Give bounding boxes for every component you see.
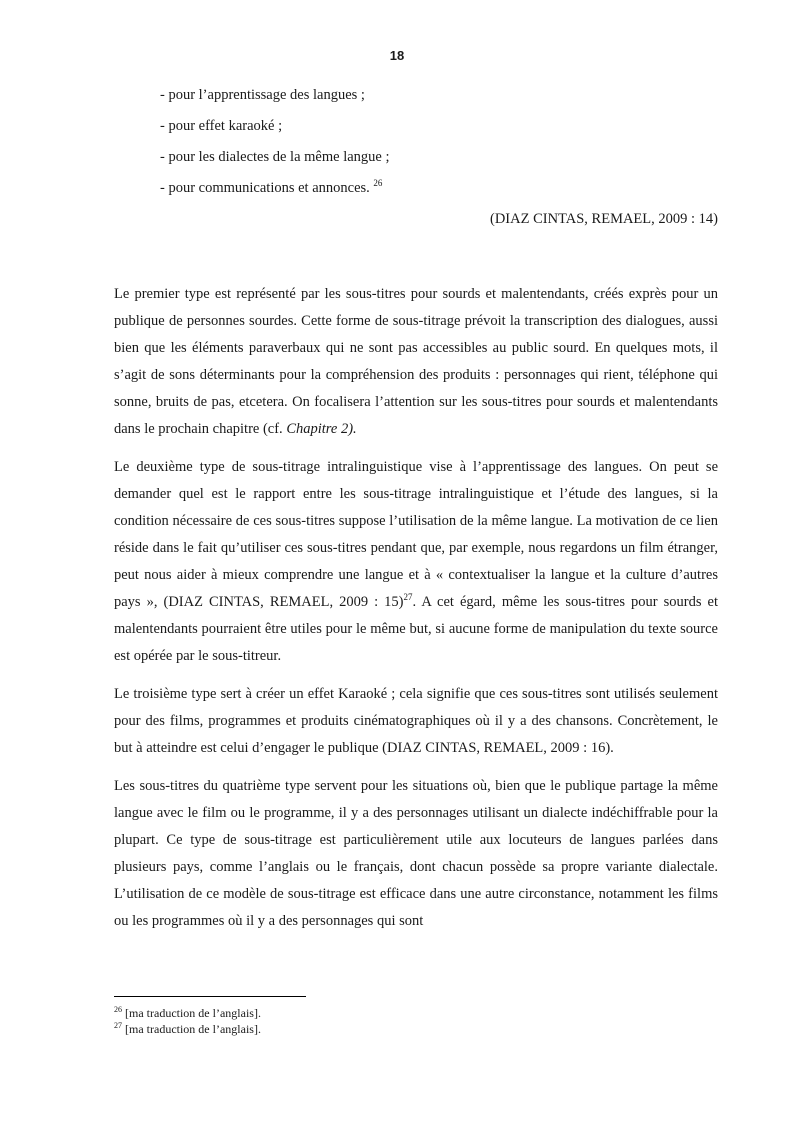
citation: (DIAZ CINTAS, REMAEL, 2009 : 14) [490, 211, 718, 227]
footnote-number: 27 [114, 1021, 122, 1030]
footnote-text: [ma traduction de l’anglais]. [125, 1006, 261, 1020]
list-item [160, 86, 660, 117]
chapter-reference: Chapitre 2). [286, 421, 357, 437]
paragraph-text: . A cet égard, même les sous-titres pour sourds et malentendants pourraient être utiles pour le même but, si aucune forme de manipulation du texte source est opérée par le sous-titreur. [114, 594, 718, 664]
footnote-text: [ma traduction de l’anglais]. [125, 1022, 261, 1036]
list-item-text: - pour les dialectes de la même langue ; [160, 149, 390, 165]
footnote [114, 1021, 718, 1037]
paragraph [114, 281, 718, 443]
paragraph-text: Le deuxième type de sous-titrage intralinguistique vise à l’apprentissage des langues. On peut se demander quel est le rapport entre les sous-titrage intralinguistique et l’étude des langues, si la condition nécessaire de ces sous-titres suppose l’utilisation de la même langue. La motivation de ce lien réside dans le fait qu’utiliser ces sous-titres pendant que, par exemple, nous regardons un film étranger, peut nous aider à mieux comprendre une langue et à « contextualiser la langue et la culture d’autres pays », (DIAZ CINTAS, REMAEL, 2009 : 15) [114, 459, 718, 610]
page-number: 18 [389, 48, 405, 63]
footnote-ref[interactable]: 27 [403, 592, 413, 603]
list-item [160, 148, 660, 179]
footnote-separator [114, 996, 306, 997]
list-item-text: - pour communications et annonces. [160, 180, 370, 196]
list-item-text: - pour effet karaoké ; [160, 118, 283, 134]
paragraph: Les sous-titres du quatrième type servent pour les situations où, bien que le publique partage la même langue avec le film ou le programme, il y a des personnages utilisant un dialecte indéchiffrable pour la plupart. Ce type de sous-titrage est particulièrement utile aux locuteurs de langues parlées dans plusieurs pays, comme l’anglais ou le français, dont chacun possède sa propre variante dialectale. L’utilisation de ce modèle de sous-titrage est efficace dans une autre circonstance, notamment les films ou les programmes où il y a des personnages qui sont [114, 778, 718, 929]
subtitle-uses-list [160, 86, 660, 210]
list-item [160, 117, 660, 148]
footnote [114, 1005, 718, 1021]
footnote-ref[interactable]: 26 [373, 178, 383, 189]
list-item [160, 179, 660, 210]
paragraph [114, 454, 718, 670]
paragraph-text: Le premier type est représenté par les sous-titres pour sourds et malentendants, créés exprès pour un publique de personnes sourdes. Cette forme de sous-titrage prévoit la transcription des dialogues, aussi bien que les éléments paraverbaux qui ne sont pas accessibles au public sourd. En quelques mots, il s’agit de sons déterminants pour la compréhension des produits : personnages qui rient, téléphone qui sonne, bruits de pas, etcetera. On focalisera l’attention sur les sous-titres pour sourds et malentendants dans le prochain chapitre (cf. [114, 286, 718, 437]
paragraph: Le troisième type sert à créer un effet Karaoké ; cela signifie que ces sous-titres sont utilisés seulement pour des films, programmes et produits cinématographiques où il y a des chansons. Concrètement, le but à atteindre est celui d’engager le publique (DIAZ CINTAS, REMAEL, 2009 : 16). [114, 686, 718, 756]
footnotes [114, 996, 718, 1037]
footnote-number: 26 [114, 1005, 122, 1014]
body-text [114, 281, 718, 946]
list-item-text: - pour l’apprentissage des langues ; [160, 87, 365, 103]
